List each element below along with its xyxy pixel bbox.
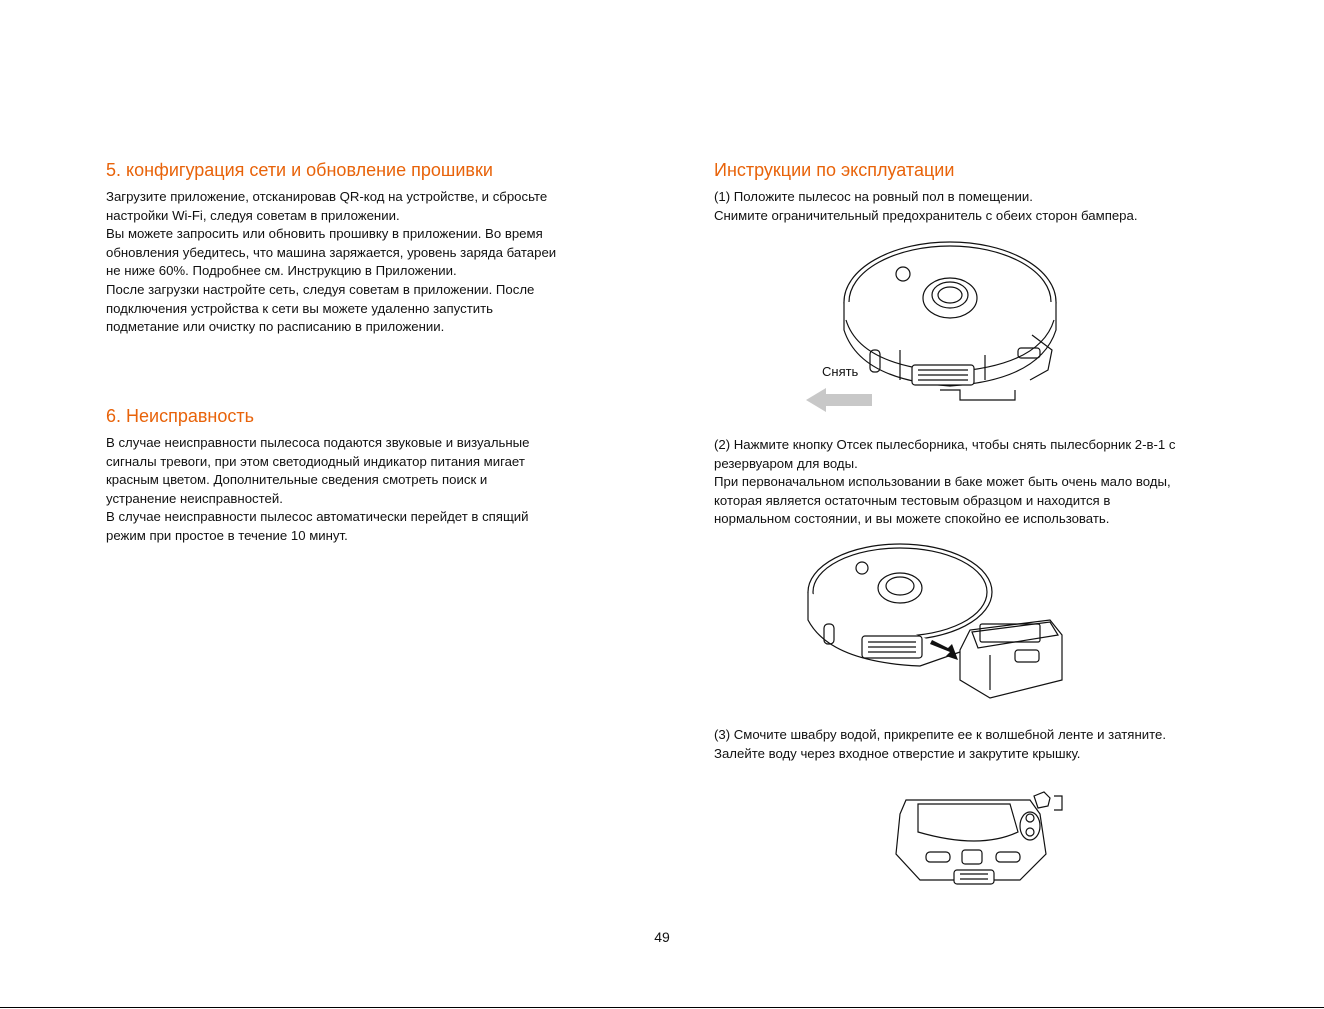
section6-title: 6. Неисправность	[106, 406, 254, 426]
step1-line: Снимите ограничительный предохранитель с обеих сторон бампера.	[714, 207, 1138, 223]
section5-body	[106, 188, 626, 337]
water-tank-illustration	[890, 784, 1070, 892]
section5-line: настройки Wi-Fi, следуя советам в приложении.	[106, 207, 400, 223]
step3-line: (3) Смочите швабру водой, прикрепите ее к волшебной ленте и затяните.	[714, 727, 1166, 742]
section5-line: После загрузки настройте сеть, следуя советам в приложении. После	[106, 281, 535, 297]
section5-title: 5. конфигурация сети и обновление прошивки	[106, 160, 493, 180]
step3-line: Залейте воду через входное отверстие и закрутите крышку.	[714, 745, 1081, 761]
section6-line: устранение неисправностей.	[106, 490, 283, 506]
step2	[714, 436, 1175, 529]
page-number: 49	[654, 929, 670, 945]
robot-vacuum-illustration	[800, 240, 1070, 412]
dustbin-removal-illustration	[800, 540, 1070, 702]
step1-line: (1) Положите пылесос на ровный пол в помещении.	[714, 189, 1033, 204]
left-arrow-icon	[806, 388, 874, 412]
step2-line: которая является остаточным тестовым образцом и находится в	[714, 492, 1111, 508]
section6-line: красным цветом. Дополнительные сведения смотреть поиск и	[106, 472, 488, 488]
section6-line: сигналы тревоги, при этом светодиодный индикатор питания мигает	[106, 453, 525, 469]
section6-line: В случае неисправности пылесос автоматически перейдет в спящий	[106, 509, 529, 525]
step2-line: (2) Нажмите кнопку Отсек пылесборника, чтобы снять пылесборник 2-в-1 с	[714, 437, 1176, 452]
section6-line: режим при простое в течение 10 минут.	[106, 527, 348, 543]
instructions-title: Инструкции по эксплуатации	[714, 160, 955, 180]
bottom-rule	[0, 1007, 1324, 1008]
step2-line: При первоначальном использовании в баке может быть очень мало воды,	[714, 474, 1171, 490]
left-column	[106, 158, 626, 337]
remove-label: Снять	[822, 364, 859, 379]
step3	[714, 726, 1166, 763]
section5-line: подключения устройства к сети вы можете удаленно запустить	[106, 300, 494, 316]
section6	[106, 404, 626, 546]
section5-line: не ниже 60%. Подробнее см. Инструкцию в Приложении.	[106, 263, 457, 279]
section5-line: Вы можете запросить или обновить прошивку в приложении. Во время	[106, 226, 543, 242]
section6-line: В случае неисправности пылесоса подаются звуковые и визуальные	[106, 435, 530, 450]
step2-line: резервуаром для воды.	[714, 455, 858, 471]
step2-line: нормальном состоянии, и вы можете спокойно ее использовать.	[714, 511, 1110, 527]
section5-line: Загрузите приложение, отсканировав QR-код на устройстве, и сбросьте	[106, 189, 548, 204]
right-column	[714, 158, 1274, 225]
section5-line: подметание или очистку по расписанию в приложении.	[106, 319, 445, 335]
section5-line: обновления убедитесь, что машина заряжается, уровень заряда батареи	[106, 244, 557, 260]
